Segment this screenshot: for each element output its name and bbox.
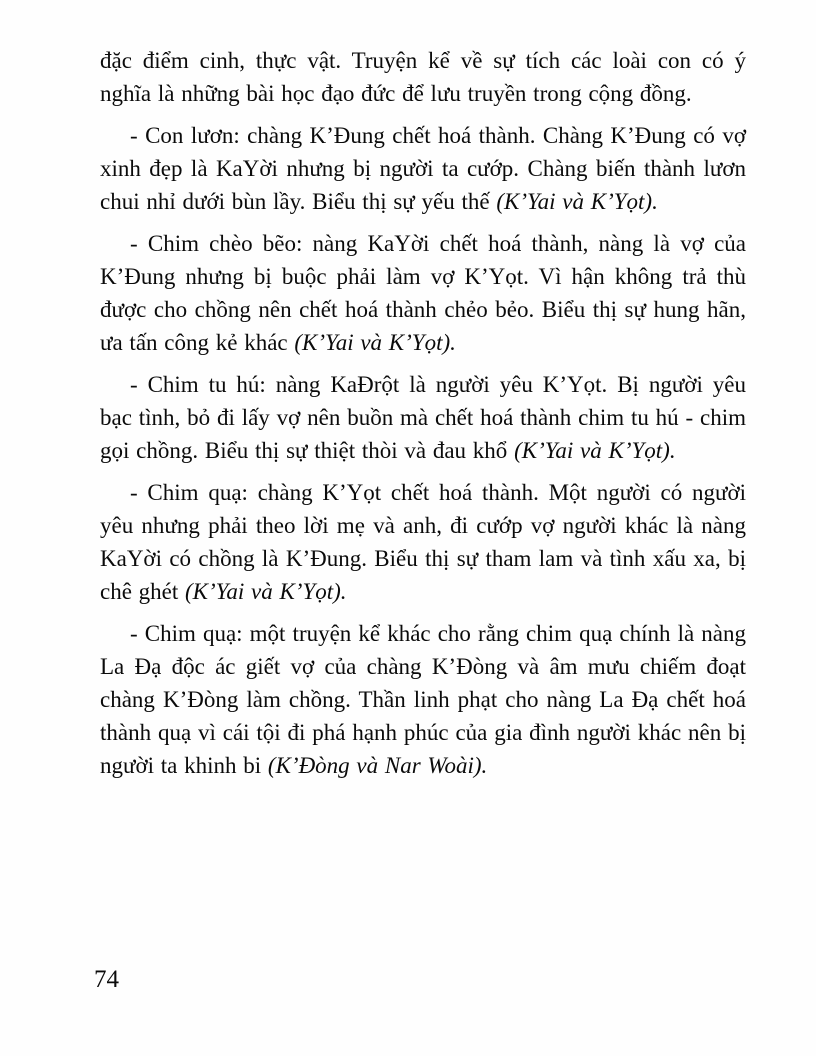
paragraph-intro-text: đặc điểm cinh, thực vật. Truyện kể về sự tích các loài con có ý nghĩa là những bài học đạo đức để lưu truyền trong cộng đồng.	[100, 48, 746, 106]
paragraph-chim-qua-2	[100, 617, 746, 782]
paragraph-chim-qua-1-citation: (K’Yai và K’Yọt).	[185, 579, 347, 604]
paragraph-con-luon	[100, 119, 746, 218]
paragraph-chim-cheo-beo-citation: (K’Yai và K’Yọt).	[294, 330, 456, 355]
paragraph-chim-qua-1-text: - Chim quạ: chàng K’Yọt chết hoá thành. Một người có người yêu nhưng phải theo lời mẹ và anh, đi cướp vợ người khác là nàng KaYời có chồng là K’Đung. Biểu thị sự tham lam và tình xấu xa, bị chê ghét	[100, 480, 746, 604]
paragraph-chim-tu-hu-text: - Chim tu hú: nàng KaĐrột là người yêu K’Yọt. Bị người yêu bạc tình, bỏ đi lấy vợ nên buồn mà chết hoá thành chim tu hú - chim gọi chồng. Biểu thị sự thiệt thòi và đau khổ	[100, 372, 746, 463]
paragraph-con-luon-citation: (K’Yai và K’Yọt).	[496, 189, 658, 214]
paragraph-chim-tu-hu-citation: (K’Yai và K’Yọt).	[514, 438, 676, 463]
paragraph-chim-tu-hu	[100, 368, 746, 467]
paragraph-intro	[100, 44, 746, 110]
text-block	[100, 44, 746, 782]
paragraph-chim-cheo-beo	[100, 227, 746, 359]
paragraph-chim-cheo-beo-text: - Chim chèo bẽo: nàng KaYời chết hoá thành, nàng là vợ của K’Đung nhưng bị buộc phải làm vợ K’Yọt. Vì hận không trả thù được cho chồng nên chết hoá thành chẻo bẻo. Biểu thị sự hung hãn, ưa tấn công kẻ khác	[100, 231, 746, 355]
paragraph-chim-qua-2-text: - Chim quạ: một truyện kể khác cho rằng chim quạ chính là nàng La Đạ độc ác giết vợ của chàng K’Đòng và âm mưu chiếm đoạt chàng K’Đòng làm chồng. Thần linh phạt cho nàng La Đạ chết hoá thành quạ vì cái tội đi phá hạnh phúc của gia đình người khác nên bị người ta khinh bi	[100, 621, 746, 778]
paragraph-con-luon-text: - Con lươn: chàng K’Đung chết hoá thành. Chàng K’Đung có vợ xinh đẹp là KaYời nhưng bị người ta cướp. Chàng biến thành lươn chui nhỉ dưới bùn lầy. Biểu thị sự yếu thế	[100, 123, 746, 214]
page-number: 74	[94, 966, 119, 993]
paragraph-chim-qua-1	[100, 476, 746, 608]
paragraph-chim-qua-2-citation: (K’Đòng và Nar Woài).	[267, 753, 488, 778]
